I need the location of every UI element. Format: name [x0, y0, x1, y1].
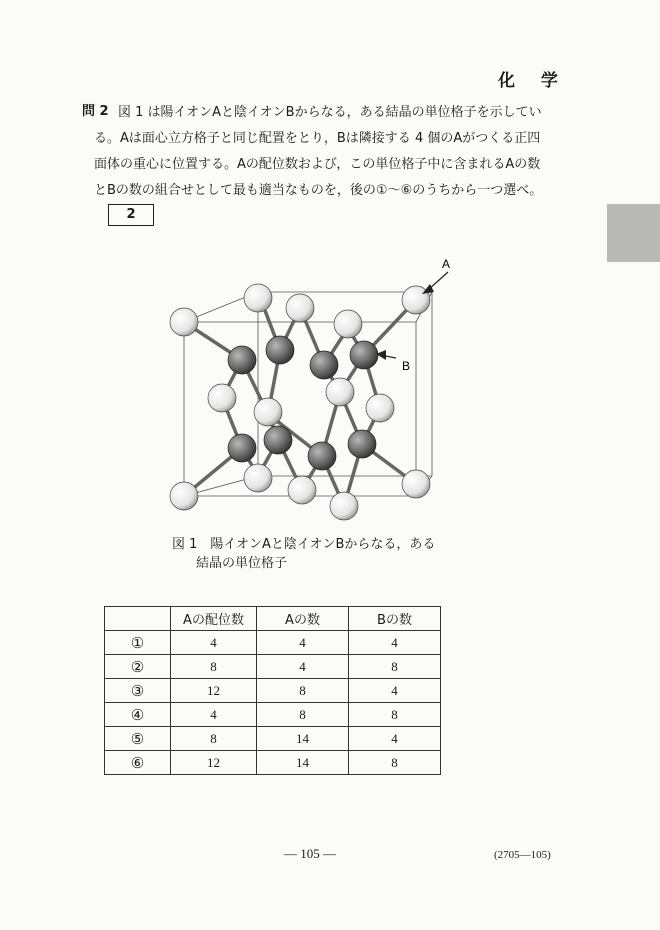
question-line: とBの数の組合せとして最も適当なものを，後の①～⑥のうちから一つ選べ。 [94, 183, 543, 198]
table-row [105, 655, 441, 679]
table-cell: 4 [257, 631, 349, 655]
table-cell: 4 [171, 703, 257, 727]
table-cell: 14 [257, 727, 349, 751]
table-cell: 8 [257, 679, 349, 703]
exam-code: (2705—105) [494, 849, 551, 861]
b-ion [264, 426, 292, 454]
label-b: B [402, 359, 411, 373]
unit-cell-figure [150, 250, 450, 540]
a-ion [334, 310, 362, 338]
a-ion [244, 464, 272, 492]
table-cell: 12 [171, 679, 257, 703]
a-ion [170, 308, 198, 336]
figure-caption-line: 図 1 陽イオンAと陰イオンBからなる，ある [172, 537, 436, 552]
figure-caption-line: 結晶の単位格子 [196, 556, 288, 571]
table-cell: 8 [349, 655, 441, 679]
question-line: る。Aは面心立方格子と同じ配置をとり，Bは隣接する 4 個のAがつくる正四 [94, 131, 541, 146]
page-number: — 105 — [284, 846, 336, 861]
choice-number: ④ [105, 703, 171, 727]
table-row [105, 679, 441, 703]
table-header: Aの数 [257, 607, 349, 631]
choice-number: ① [105, 631, 171, 655]
table-row [105, 631, 441, 655]
question-label: 問 2 [82, 104, 109, 119]
side-tab-marker [607, 204, 660, 262]
table-cell: 4 [171, 631, 257, 655]
b-ion [310, 351, 338, 379]
b-ion [266, 336, 294, 364]
a-ion [170, 482, 198, 510]
table-row [105, 751, 441, 775]
choice-number: ③ [105, 679, 171, 703]
choice-number: ② [105, 655, 171, 679]
a-ions [170, 284, 430, 520]
b-ion [228, 346, 256, 374]
table-cell: 14 [257, 751, 349, 775]
table-cell: 4 [349, 727, 441, 751]
answer-box: 2 [108, 204, 154, 226]
figure-caption [172, 535, 435, 573]
a-ion [366, 394, 394, 422]
table-cell: 4 [349, 679, 441, 703]
b-ion [350, 341, 378, 369]
a-ion [208, 384, 236, 412]
table-row [105, 727, 441, 751]
table-cell: 8 [171, 655, 257, 679]
table-row [105, 703, 441, 727]
a-ion [330, 492, 358, 520]
subject-title: 化 学 [498, 71, 568, 91]
question-line: 面体の重心に位置する。Aの配位数および，この単位格子中に含まれるAの数 [94, 157, 541, 172]
b-ion [228, 434, 256, 462]
a-ion [254, 398, 282, 426]
table-header [105, 607, 171, 631]
table-cell: 8 [257, 703, 349, 727]
table-cell: 8 [171, 727, 257, 751]
b-ion [348, 430, 376, 458]
answer-choices-table [104, 606, 441, 775]
a-ion [288, 476, 316, 504]
table-header-row [105, 607, 441, 631]
choice-number: ⑤ [105, 727, 171, 751]
a-ion [326, 378, 354, 406]
a-ion [402, 470, 430, 498]
table-cell: 8 [349, 703, 441, 727]
table-cell: 4 [257, 655, 349, 679]
label-a: A [442, 257, 450, 271]
table-cell: 8 [349, 751, 441, 775]
choice-number: ⑥ [105, 751, 171, 775]
table-cell: 12 [171, 751, 257, 775]
table-header: Bの数 [349, 607, 441, 631]
a-ion [244, 284, 272, 312]
a-ion [286, 294, 314, 322]
table-header: Aの配位数 [171, 607, 257, 631]
question-line: 図 1 は陽イオンAと陰イオンBからなる，ある結晶の単位格子を示してい [118, 105, 542, 120]
b-ions [228, 336, 378, 470]
b-ion [308, 442, 336, 470]
table-cell: 4 [349, 631, 441, 655]
